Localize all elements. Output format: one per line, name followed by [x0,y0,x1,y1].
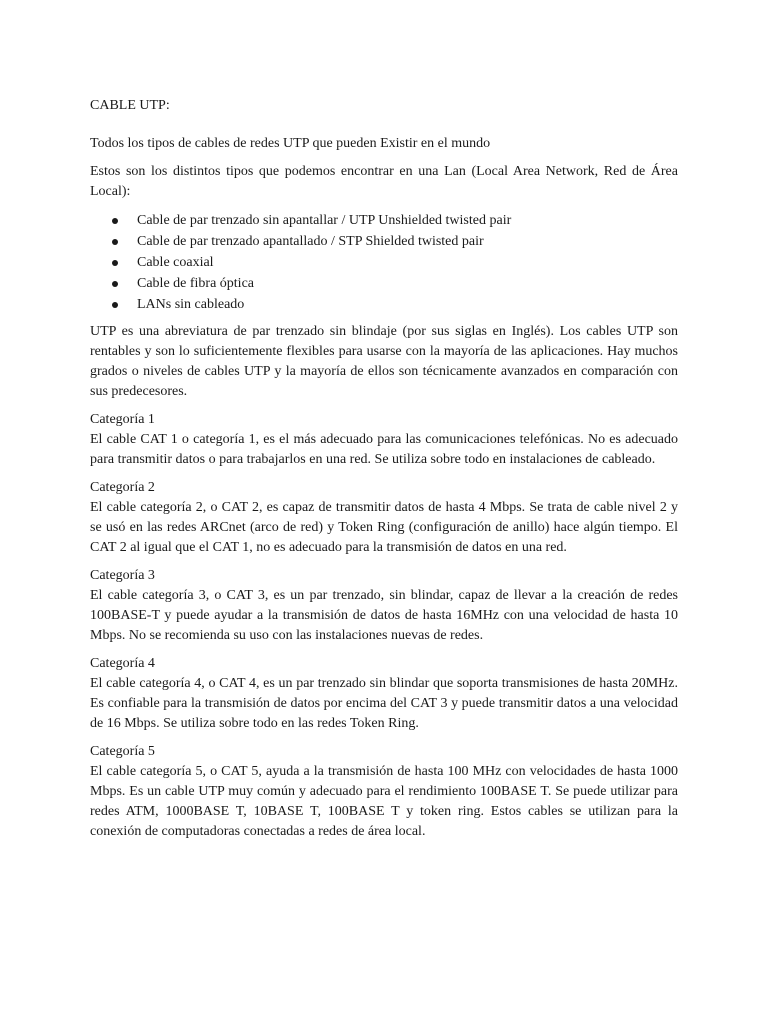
bullet-icon [112,239,118,245]
category-section-1 [90,410,678,470]
category-section-4 [90,654,678,734]
list-item-text: LANs sin cableado [137,297,245,312]
intro-paragraph: Estos son los distintos tipos que podemos encontrar en una Lan (Local Area Network, Red de Área Local): [90,164,678,199]
document-title: CABLE UTP: [90,98,170,113]
category-heading: Categoría 3 [90,568,155,583]
list-item [90,294,678,315]
bullet-icon [112,218,118,224]
bullet-icon [112,281,118,287]
category-text: El cable CAT 1 o categoría 1, es el más adecuado para las comunicaciones telefónicas. No es adecuado para transmitir datos o para trabajarlos en una red. Se utiliza sobre todo en instalaciones de cableado. [90,432,678,467]
list-item [90,252,678,273]
bullet-icon [112,302,118,308]
cable-types-list [90,210,678,315]
bullet-icon [112,260,118,266]
utp-paragraph: UTP es una abreviatura de par trenzado sin blindaje (por sus siglas en Inglés). Los cables UTP son rentables y son lo suficientemente flexibles para usarse con la mayoría de las aplicaciones. Hay muchos grados o niveles de cables UTP y la mayoría de ellos son técnicamente avanzados en comparación con sus predecesores. [90,324,678,399]
list-item-text: Cable de par trenzado sin apantallar / UTP Unshielded twisted pair [137,213,512,228]
category-section-2 [90,478,678,558]
list-item [90,231,678,252]
category-section-3 [90,566,678,646]
category-text: El cable categoría 4, o CAT 4, es un par trenzado sin blindar que soporta transmisiones de hasta 20MHz. Es confiable para la transmisión de datos por encima del CAT 3 y puede transmitir datos a una velocidad de 16 Mbps. Se utiliza sobre todo en las redes Token Ring. [90,676,678,731]
list-item-text: Cable coaxial [137,255,214,270]
category-heading: Categoría 4 [90,656,155,671]
category-text: El cable categoría 2, o CAT 2, es capaz de transmitir datos de hasta 4 Mbps. Se trata de cable nivel 2 y se usó en las redes ARCnet (arco de red) y Token Ring (configuración de anillo) hace algún tiempo. El CAT 2 al igual que el CAT 1, no es adecuado para la transmisión de datos en una red. [90,500,678,555]
category-heading: Categoría 1 [90,412,155,427]
list-item-text: Cable de fibra óptica [137,276,255,291]
category-section-5 [90,742,678,842]
document-subtitle: Todos los tipos de cables de redes UTP que pueden Existir en el mundo [90,136,491,151]
document-page [90,96,678,850]
category-text: El cable categoría 5, o CAT 5, ayuda a la transmisión de hasta 100 MHz con velocidades de hasta 1000 Mbps. Es un cable UTP muy común y adecuado para el rendimiento 100BASE T. Se puede utilizar para redes ATM, 1000BASE T, 10BASE T, 100BASE T y token ring. Estos cables se utilizan para la conexión de computadoras conectadas a redes de área local. [90,764,678,839]
category-heading: Categoría 5 [90,744,155,759]
list-item [90,210,678,231]
list-item-text: Cable de par trenzado apantallado / STP Shielded twisted pair [137,234,484,249]
category-text: El cable categoría 3, o CAT 3, es un par trenzado, sin blindar, capaz de llevar a la creación de redes 100BASE-T y puede ayudar a la transmisión de datos de hasta 16MHz con una velocidad de hasta 10 Mbps. No se recomienda su uso con las instalaciones nuevas de redes. [90,588,678,643]
category-heading: Categoría 2 [90,480,155,495]
list-item [90,273,678,294]
